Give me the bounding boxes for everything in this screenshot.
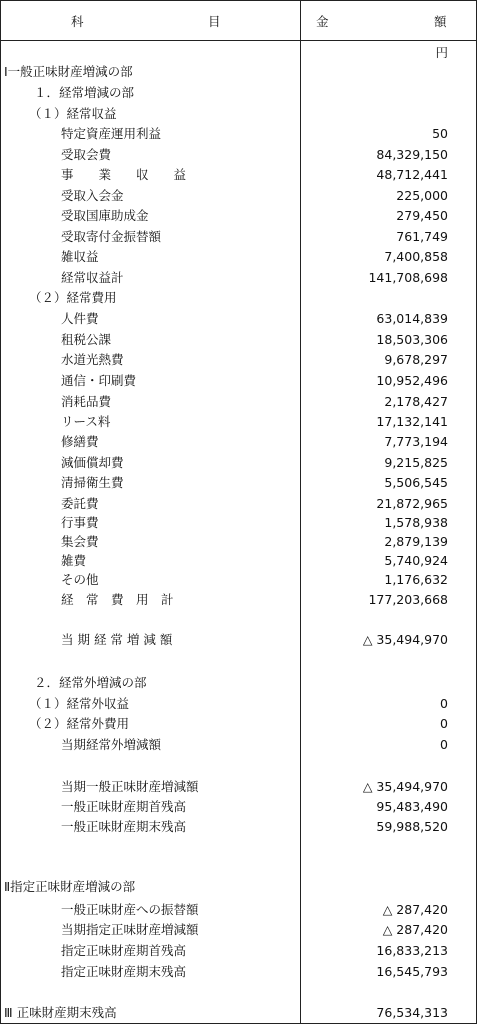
table-row	[1, 551, 476, 571]
row-amount: △ 35,494,970	[362, 632, 448, 647]
row-label: 事 業 収 益	[61, 167, 187, 182]
table-row	[1, 62, 476, 82]
row-label: 指定正味財産期末残高	[61, 964, 187, 979]
row-amount: 59,988,520	[376, 819, 448, 834]
row-label: 人件費	[61, 311, 99, 326]
row-label: 経常収益計	[61, 270, 124, 285]
unit-row	[1, 43, 476, 63]
table-row	[1, 714, 476, 734]
row-label: 委託費	[61, 496, 99, 511]
table-row	[1, 288, 476, 308]
row-amount: 177,203,668	[368, 592, 448, 607]
row-amount: 141,708,698	[368, 270, 448, 285]
row-label: 一般正味財産への振替額	[61, 902, 199, 917]
table-row	[1, 630, 476, 650]
table-row	[1, 412, 476, 432]
row-amount: 9,678,297	[384, 352, 448, 367]
table-row	[1, 532, 476, 552]
row-label: 受取国庫助成金	[61, 208, 149, 223]
table-header	[1, 0, 476, 41]
table-row	[1, 186, 476, 206]
table-row	[1, 494, 476, 514]
table-row	[1, 145, 476, 165]
header-amount-char-1: 金	[316, 14, 329, 29]
row-label: 指定正味財産期首残高	[61, 943, 187, 958]
table-row	[1, 371, 476, 391]
row-amount: 95,483,490	[376, 799, 448, 814]
table-row	[1, 165, 476, 185]
header-subject-char-1: 科	[71, 14, 84, 29]
row-label: 雑収益	[61, 249, 99, 264]
row-amount: 1,578,938	[384, 515, 448, 530]
table-row	[1, 590, 476, 610]
table-row	[1, 920, 476, 940]
table-row	[1, 473, 476, 493]
row-label: 当期指定正味財産増減額	[61, 922, 199, 937]
row-amount: 18,503,306	[376, 332, 448, 347]
table-row	[1, 206, 476, 226]
row-amount: 16,833,213	[376, 943, 448, 958]
row-amount: 2,178,427	[384, 394, 448, 409]
row-amount: 76,534,313	[376, 1005, 448, 1020]
row-label: 受取会費	[61, 147, 112, 162]
row-amount: 0	[440, 696, 448, 711]
row-amount: △ 287,420	[382, 922, 448, 937]
row-amount: 2,879,139	[384, 534, 448, 549]
row-amount: 7,773,194	[384, 434, 448, 449]
row-label: 当期一般正味財産増減額	[61, 779, 199, 794]
row-label: その他	[61, 572, 99, 587]
row-label: Ⅲ 正味財産期末残高	[4, 1005, 117, 1020]
row-label: １．経常増減の部	[34, 85, 135, 100]
row-label: 一般正味財産期末残高	[61, 819, 187, 834]
row-amount: 5,740,924	[384, 553, 448, 568]
table-row	[1, 392, 476, 412]
row-amount: 0	[440, 737, 448, 752]
table-row	[1, 309, 476, 329]
header-amount-char-2: 額	[434, 14, 447, 29]
row-label: 清掃衛生費	[61, 475, 124, 490]
table-row	[1, 817, 476, 837]
table-row	[1, 797, 476, 817]
row-amount: 17,132,141	[376, 414, 448, 429]
table-row	[1, 432, 476, 452]
table-row	[1, 962, 476, 982]
row-amount: 0	[440, 716, 448, 731]
row-amount: △ 287,420	[382, 902, 448, 917]
table-row	[1, 83, 476, 103]
row-amount: 279,450	[396, 208, 448, 223]
row-amount: △ 35,494,970	[362, 779, 448, 794]
row-amount: 84,329,150	[376, 147, 448, 162]
row-label: Ⅰ一般正味財産増減の部	[4, 64, 133, 79]
row-label: 雑費	[61, 553, 87, 568]
row-label: 受取寄付金振替額	[61, 229, 162, 244]
table-row	[1, 900, 476, 920]
row-amount: 5,506,545	[384, 475, 448, 490]
table-row	[1, 330, 476, 350]
row-label: リース料	[61, 414, 111, 429]
row-label: 水道光熱費	[61, 352, 124, 367]
row-label: 減価償却費	[61, 455, 124, 470]
row-amount: 16,545,793	[376, 964, 448, 979]
row-label: 一般正味財産期首残高	[61, 799, 187, 814]
row-label: 当期経常外増減額	[61, 737, 162, 752]
table-row	[1, 941, 476, 961]
row-label: ２．経常外増減の部	[34, 675, 147, 690]
row-amount: 10,952,496	[376, 373, 448, 388]
unit-label: 円	[435, 45, 448, 60]
row-label: 特定資産運用利益	[61, 126, 162, 141]
table-row	[1, 247, 476, 267]
table-row	[1, 673, 476, 693]
table-row	[1, 350, 476, 370]
row-label: （２）経常外費用	[29, 716, 130, 731]
table-row	[1, 777, 476, 797]
table-row	[1, 694, 476, 714]
row-label: 修繕費	[61, 434, 99, 449]
table-row	[1, 124, 476, 144]
table-row	[1, 877, 476, 897]
row-label: 通信・印刷費	[61, 373, 137, 388]
row-label: （２）経常費用	[29, 290, 117, 305]
header-subject-char-2: 目	[208, 14, 221, 29]
table-row	[1, 513, 476, 533]
row-label: （１）経常外収益	[29, 696, 130, 711]
row-label: 行事費	[61, 515, 99, 530]
row-label: 租税公課	[61, 332, 112, 347]
row-label: 経 常 費 用 計	[61, 592, 174, 607]
row-label: 当 期 経 常 増 減 額	[61, 632, 173, 647]
row-amount: 7,400,858	[384, 249, 448, 264]
table-row	[1, 1003, 476, 1023]
row-amount: 761,749	[396, 229, 448, 244]
row-amount: 48,712,441	[376, 167, 448, 182]
table-row	[1, 570, 476, 590]
row-label: （１）経常収益	[29, 106, 117, 121]
row-label: 消耗品費	[61, 394, 112, 409]
row-amount: 63,014,839	[376, 311, 448, 326]
row-label: Ⅱ指定正味財産増減の部	[4, 879, 136, 894]
table-row	[1, 453, 476, 473]
row-amount: 9,215,825	[384, 455, 448, 470]
table-row	[1, 268, 476, 288]
row-label: 集会費	[61, 534, 99, 549]
table-row	[1, 104, 476, 124]
row-amount: 50	[432, 126, 448, 141]
row-amount: 1,176,632	[384, 572, 448, 587]
row-label: 受取入会金	[61, 188, 124, 203]
row-amount: 225,000	[396, 188, 448, 203]
table-row	[1, 227, 476, 247]
row-amount: 21,872,965	[376, 496, 448, 511]
table-row	[1, 735, 476, 755]
